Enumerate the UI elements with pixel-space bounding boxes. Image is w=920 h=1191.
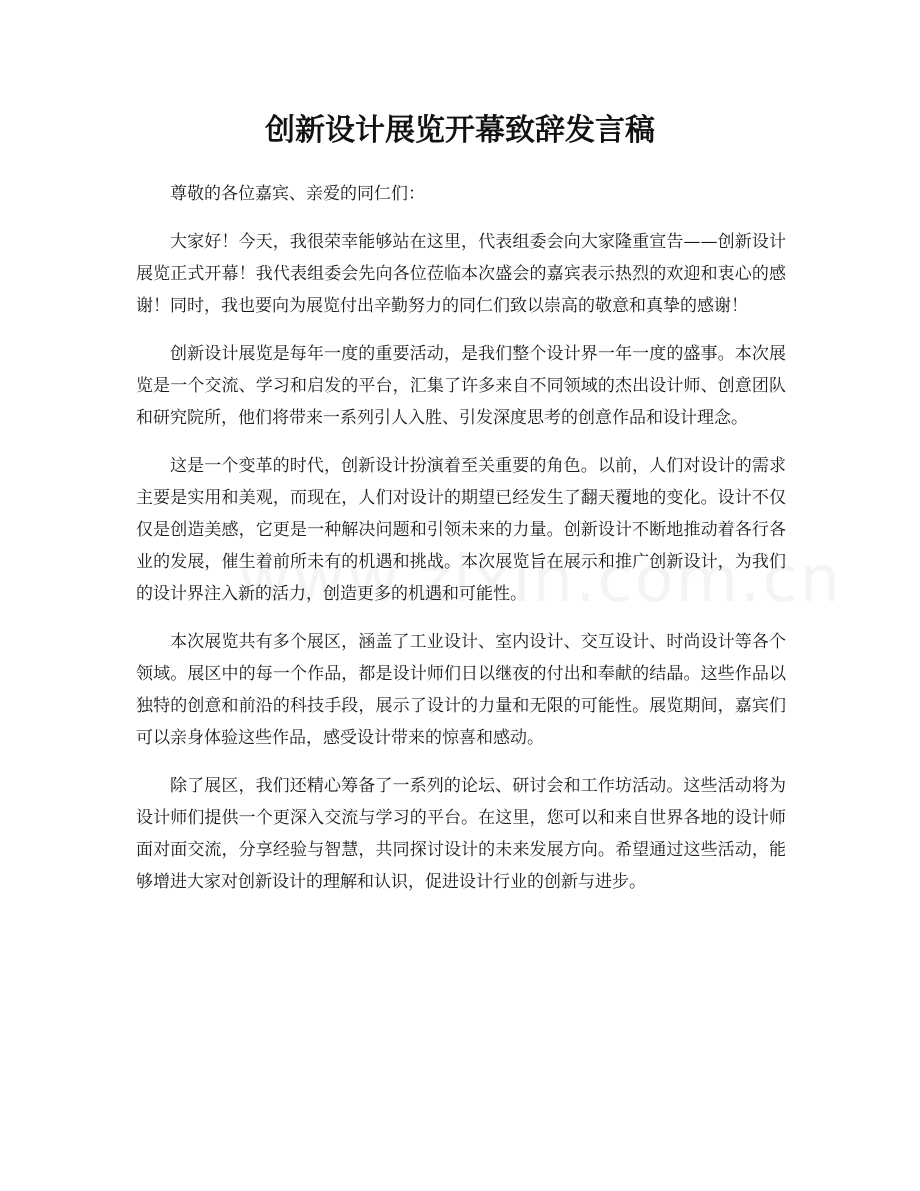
paragraph-event-intro: 创新设计展览是每年一度的重要活动，是我们整个设计界一年一度的盛事。本次展览是一个交流、学习和启发的平台，汇集了许多来自不同领域的杰出设计师、创意团队和研究院所，他们将带来一系列引人入胜、引发深度思考的创意作品和设计理念。 <box>136 344 786 428</box>
paragraph-opening: 大家好！今天，我很荣幸能够站在这里，代表组委会向大家隆重宣告——创新设计展览正式开幕！我代表组委会先向各位莅临本次盛会的嘉宾表示热烈的欢迎和衷心的感谢！同时，我也要向为展览付出辛勤努力的同仁们致以崇高的敬意和真挚的感谢！ <box>136 232 786 316</box>
document-title: 创新设计展览开幕致辞发言稿 <box>265 113 655 148</box>
paragraph-exhibition-areas: 本次展览共有多个展区，涵盖了工业设计、室内设计、交互设计、时尚设计等各个领域。展区中的每一个作品，都是设计师们日以继夜的付出和奉献的结晶。这些作品以独特的创意和前沿的科技手段，展示了设计的力量和无限的可能性。展览期间，嘉宾们可以亲身体验这些作品，感受设计带来的惊喜和感动。 <box>136 632 786 748</box>
paragraph-salutation: 尊敬的各位嘉宾、亲爱的同仁们： <box>170 184 425 204</box>
document-body <box>136 178 786 914</box>
paragraph-forums: 除了展区，我们还精心筹备了一系列的论坛、研讨会和工作坊活动。这些活动将为设计师们提供一个更深入交流与学习的平台。在这里，您可以和来自世界各地的设计师面对面交流，分享经验与智慧，共同探讨设计的未来发展方向。希望通过这些活动，能够增进大家对创新设计的理解和认识，促进设计行业的创新与进步。 <box>136 776 786 892</box>
paragraph-era: 这是一个变革的时代，创新设计扮演着至关重要的角色。以前，人们对设计的需求主要是实用和美观，而现在，人们对设计的期望已经发生了翻天覆地的变化。设计不仅仅是创造美感，它更是一种解决问题和引领未来的力量。创新设计不断地推动着各行各业的发展，催生着前所未有的机遇和挑战。本次展览旨在展示和推广创新设计，为我们的设计界注入新的活力，创造更多的机遇和可能性。 <box>136 456 786 604</box>
